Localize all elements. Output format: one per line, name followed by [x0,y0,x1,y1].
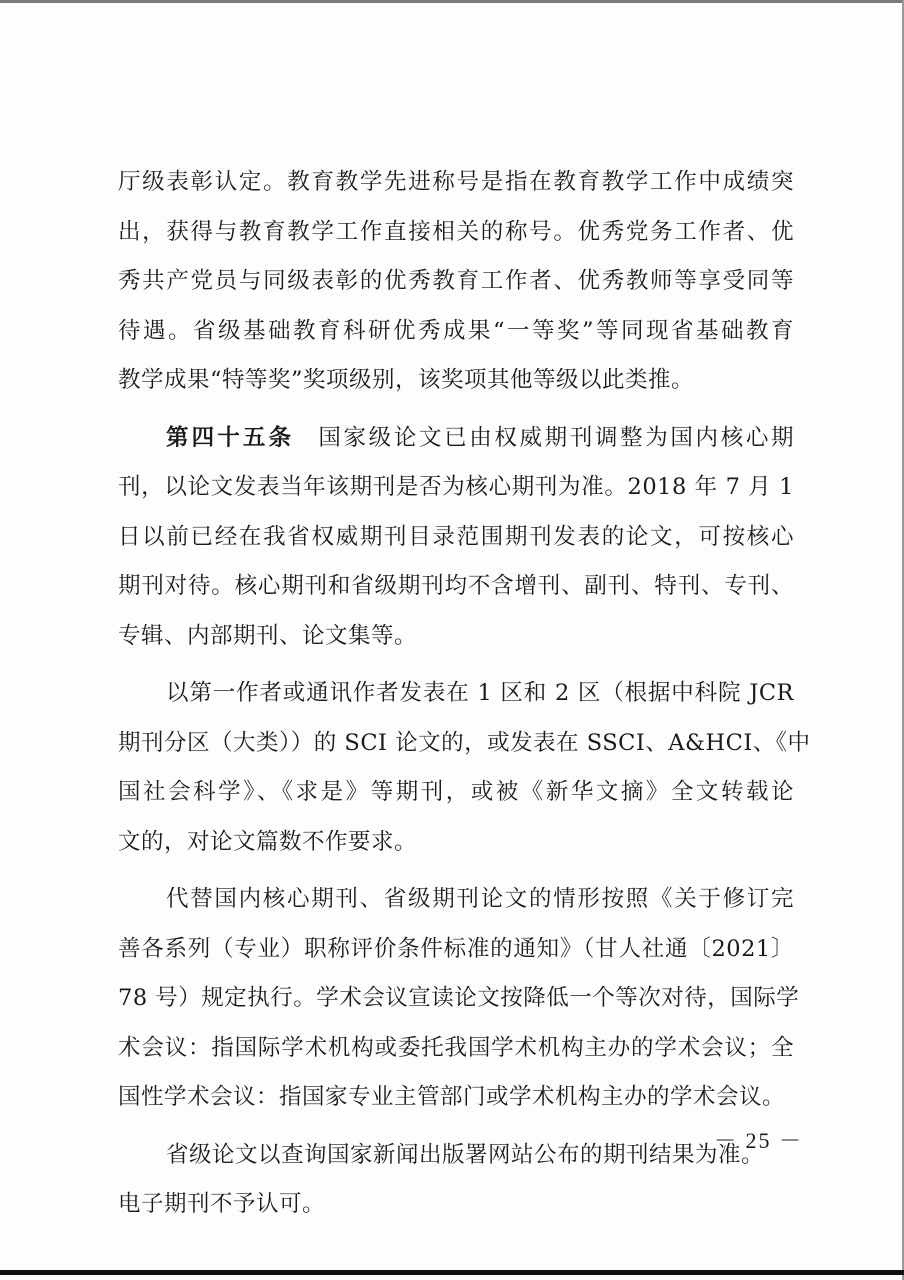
page-number: － 25 － [714,1128,804,1153]
text-line: 厅级表彰认定。教育教学先进称号是指在教育教学工作中成绩突 [118,169,794,195]
article-heading: 第四十五条 [166,424,295,451]
text-line [118,414,794,464]
paragraph-4 [118,875,800,1123]
text-line: 省级论文以查询国家新闻出版署网站公布的期刊结果为准。 [166,1141,765,1168]
paragraph-5 [118,1131,794,1230]
top-scan-edge [0,0,904,3]
body-text [118,158,811,1230]
text-line: 78 号）规定执行。学术会议宣读论文按降低一个等次对待，国际学 [118,985,800,1011]
text-line: 文的，对论文篇数不作要求。 [118,828,418,855]
text-line: 刊，以论文发表当年该期刊是否为核心期刊为准。2018 年 7 月 1 [118,474,794,500]
text-line: 教学成果“特等奖”奖项级别，该奖项其他等级以此类推。 [118,367,695,393]
text-line: 秀共产党员与同级表彰的优秀教育工作者、优秀教师等享受同等 [118,268,794,294]
text-line: 代替国内核心期刊、省级期刊论文的情形按照《关于修订完 [166,886,794,912]
text-line: 电子期刊不予认可。 [118,1191,326,1217]
text-line: 期刊对待。核心期刊和省级期刊均不含增刊、副刊、特刊、专刊、 [118,573,794,599]
article-first-line: 国家级论文已由权威期刊调整为国内核心期 [316,424,794,451]
text-line: 期刊分区（大类））的 SCI 论文的，或发表在 SSCI、A&HCI、《中 [118,729,811,756]
paragraph-3 [118,669,811,867]
text-line: 日以前已经在我省权威期刊目录范围期刊发表的论文，可按核心 [118,523,794,550]
text-line: 术会议：指国际学术机构或委托我国学术机构主办的学术会议；全 [118,1034,794,1061]
text-line: 国性学术会议：指国家专业主管部门或学术机构主办的学术会议。 [118,1084,786,1110]
text-line: 专辑、内部期刊、论文集等。 [118,622,418,649]
text-line: 国社会科学》、《求是》等期刊，或被《新华文摘》全文转载论 [118,779,794,805]
bottom-scan-edge [0,1270,904,1275]
text-line: 出，获得与教育教学工作直接相关的称号。优秀党务工作者、优 [118,218,794,245]
text-line: 以第一作者或通讯作者发表在 1 区和 2 区（根据中科院 JCR [166,680,794,706]
text-line: 善各系列（专业）职称评价条件标准的通知》（甘人社通〔2021〕 [118,935,794,962]
article-45-paragraph [118,414,794,662]
paragraph-1 [118,158,794,406]
text-line: 待遇。省级基础教育科研优秀成果“一等奖”等同现省基础教育 [118,317,794,344]
